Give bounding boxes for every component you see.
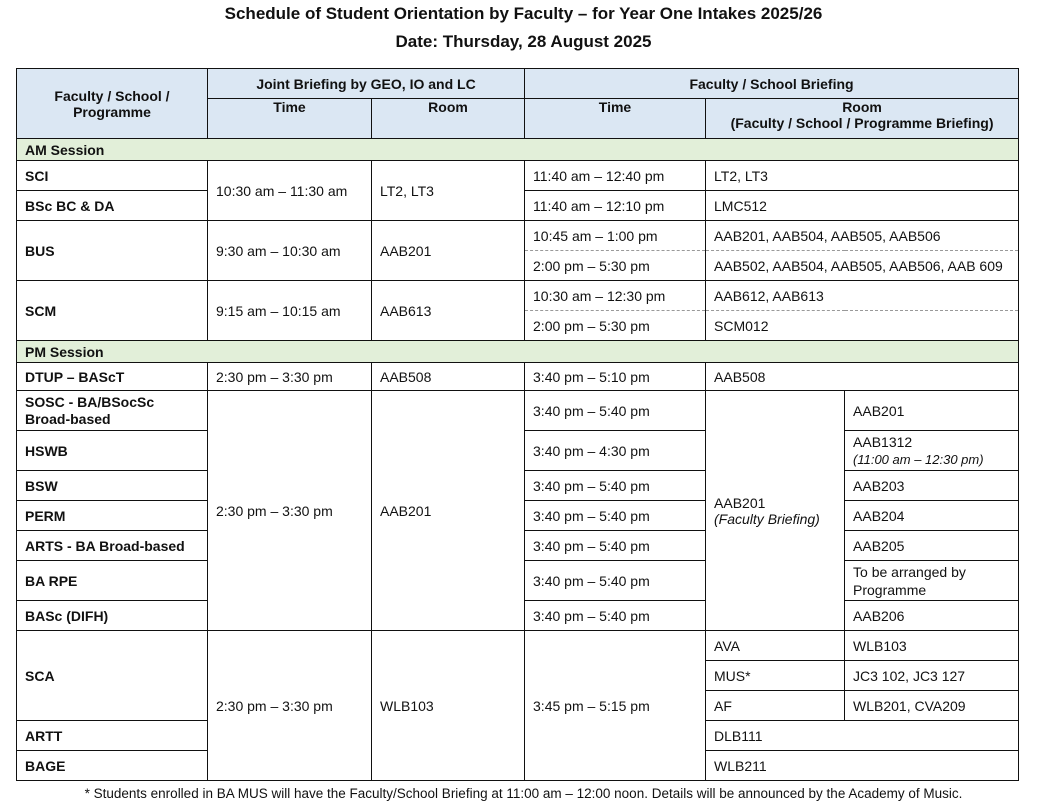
prog-room-sosc: AAB201 xyxy=(845,391,1019,431)
room-mus: JC3 102, JC3 127 xyxy=(845,661,1019,691)
fb-time-sca: 3:45 pm – 5:15 pm xyxy=(525,631,706,781)
header-fb-room-label: Room xyxy=(842,99,882,115)
fb-time-dtup: 3:40 pm – 5:10 pm xyxy=(525,363,706,391)
fb-room-bage: WLB211 xyxy=(706,751,1019,781)
faculty-bage: BAGE xyxy=(17,751,208,781)
fb-room-group xyxy=(706,391,845,631)
fb-room-dtup: AAB508 xyxy=(706,363,1019,391)
header-fb-time: Time xyxy=(525,99,706,139)
fb-time-sci: 11:40 am – 12:40 pm xyxy=(525,161,706,191)
faculty-sci: SCI xyxy=(17,161,208,191)
schedule-table xyxy=(16,68,1019,781)
joint-time-dtup: 2:30 pm – 3:30 pm xyxy=(208,363,372,391)
fb-room-bus-1: AAB201, AAB504, AAB505, AAB506 xyxy=(706,221,1019,251)
fb-room-group-label: AAB201 xyxy=(714,494,766,511)
fb-time-bsw: 3:40 pm – 5:40 pm xyxy=(525,471,706,501)
fb-room-bsc: LMC512 xyxy=(706,191,1019,221)
fb-time-hswb: 3:40 pm – 4:30 pm xyxy=(525,431,706,471)
faculty-perm: PERM xyxy=(17,501,208,531)
fb-time-scm-2: 2:00 pm – 5:30 pm xyxy=(525,311,706,341)
prog-room-arts: AAB205 xyxy=(845,531,1019,561)
prog-room-hswb-note: (11:00 am – 12:30 pm) xyxy=(853,451,984,467)
unit-af: AF xyxy=(706,691,845,721)
faculty-bsc: BSc BC & DA xyxy=(17,191,208,221)
joint-time-group: 2:30 pm – 3:30 pm xyxy=(208,391,372,631)
joint-time-sca: 2:30 pm – 3:30 pm xyxy=(208,631,372,781)
room-af: WLB201, CVA209 xyxy=(845,691,1019,721)
prog-room-barpe: To be arranged by Programme xyxy=(845,561,1019,601)
header-joint-briefing: Joint Briefing by GEO, IO and LC xyxy=(208,69,525,99)
fb-time-barpe: 3:40 pm – 5:40 pm xyxy=(525,561,706,601)
header-fb-room-sub: (Faculty / School / Programme Briefing) xyxy=(730,115,994,131)
fb-room-group-note: (Faculty Briefing) xyxy=(714,510,820,527)
fb-room-scm-2: SCM012 xyxy=(706,311,1019,341)
header-faculty-briefing: Faculty / School Briefing xyxy=(525,69,1019,99)
joint-time-scm: 9:15 am – 10:15 am xyxy=(208,281,372,341)
joint-room-scm: AAB613 xyxy=(372,281,525,341)
pm-session-row: PM Session xyxy=(17,341,1019,363)
faculty-hswb: HSWB xyxy=(17,431,208,471)
fb-time-arts: 3:40 pm – 5:40 pm xyxy=(525,531,706,561)
faculty-scm: SCM xyxy=(17,281,208,341)
date-line: Date: Thursday, 28 August 2025 xyxy=(395,32,652,51)
unit-ava: AVA xyxy=(706,631,845,661)
faculty-sosc: SOSC - BA/BSocSc Broad-based xyxy=(17,391,208,431)
footnote: * Students enrolled in BA MUS will have the Faculty/School Briefing at 11:00 am – 12:00 noon. Details will be announced by the Academy of Music. xyxy=(84,786,963,801)
prog-room-perm: AAB204 xyxy=(845,501,1019,531)
joint-room-sci: LT2, LT3 xyxy=(372,161,525,221)
fb-time-sosc: 3:40 pm – 5:40 pm xyxy=(525,391,706,431)
joint-room-dtup: AAB508 xyxy=(372,363,525,391)
prog-room-hswb-label: AAB1312 xyxy=(853,433,913,450)
joint-room-group: AAB201 xyxy=(372,391,525,631)
fb-time-perm: 3:40 pm – 5:40 pm xyxy=(525,501,706,531)
page-title: Schedule of Student Orientation by Faculty – for Year One Intakes 2025/26 xyxy=(224,4,823,23)
fb-time-basc: 3:40 pm – 5:40 pm xyxy=(525,601,706,631)
faculty-bus: BUS xyxy=(17,221,208,281)
fb-room-artt: DLB111 xyxy=(706,721,1019,751)
header-fb-room xyxy=(706,99,1019,139)
faculty-barpe: BA RPE xyxy=(17,561,208,601)
faculty-dtup: DTUP – BAScT xyxy=(17,363,208,391)
header-joint-room: Room xyxy=(372,99,525,139)
fb-room-sci: LT2, LT3 xyxy=(706,161,1019,191)
faculty-sca: SCA xyxy=(17,631,208,721)
fb-time-bsc: 11:40 am – 12:10 pm xyxy=(525,191,706,221)
joint-time-bus: 9:30 am – 10:30 am xyxy=(208,221,372,281)
fb-time-bus-1: 10:45 am – 1:00 pm xyxy=(525,221,706,251)
faculty-arts: ARTS - BA Broad-based xyxy=(17,531,208,561)
prog-room-basc: AAB206 xyxy=(845,601,1019,631)
faculty-artt: ARTT xyxy=(17,721,208,751)
unit-mus: MUS* xyxy=(706,661,845,691)
fb-room-scm-1: AAB612, AAB613 xyxy=(706,281,1019,311)
header-joint-time: Time xyxy=(208,99,372,139)
fb-time-bus-2: 2:00 pm – 5:30 pm xyxy=(525,251,706,281)
fb-time-scm-1: 10:30 am – 12:30 pm xyxy=(525,281,706,311)
joint-room-bus: AAB201 xyxy=(372,221,525,281)
prog-room-bsw: AAB203 xyxy=(845,471,1019,501)
room-ava: WLB103 xyxy=(845,631,1019,661)
faculty-bsw: BSW xyxy=(17,471,208,501)
prog-room-hswb xyxy=(845,431,1019,471)
header-faculty: Faculty / School / Programme xyxy=(17,69,208,139)
joint-time-sci: 10:30 am – 11:30 am xyxy=(208,161,372,221)
fb-room-bus-2: AAB502, AAB504, AAB505, AAB506, AAB 609 xyxy=(706,251,1019,281)
joint-room-sca: WLB103 xyxy=(372,631,525,781)
am-session-row: AM Session xyxy=(17,139,1019,161)
faculty-basc: BASc (DIFH) xyxy=(17,601,208,631)
